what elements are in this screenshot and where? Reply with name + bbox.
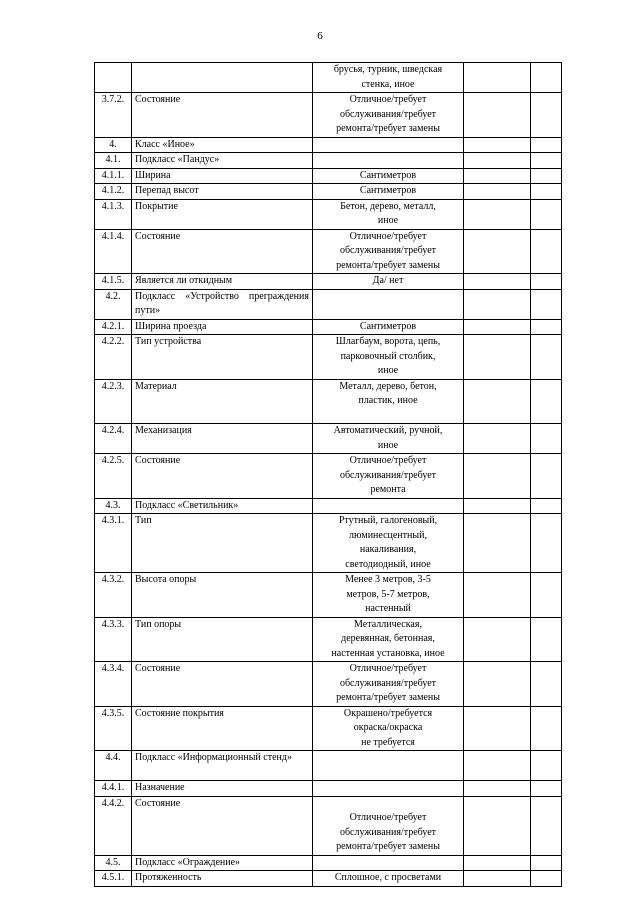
item-value: Отличное/требует обслуживания/требует ремонта/требует замены bbox=[313, 796, 464, 855]
empty-cell bbox=[531, 184, 562, 200]
empty-cell bbox=[464, 153, 531, 169]
table-row bbox=[95, 379, 562, 424]
item-number: 4.2. bbox=[95, 289, 132, 319]
item-label: Состояние bbox=[132, 229, 313, 274]
item-number: 4.3.1. bbox=[95, 514, 132, 573]
item-label: Состояние bbox=[132, 662, 313, 707]
item-label: Механизация bbox=[132, 424, 313, 454]
table-row bbox=[95, 662, 562, 707]
table-row bbox=[95, 871, 562, 887]
empty-cell bbox=[464, 229, 531, 274]
item-value bbox=[313, 137, 464, 153]
table-row bbox=[95, 168, 562, 184]
item-value: Да/ нет bbox=[313, 274, 464, 290]
empty-cell bbox=[531, 617, 562, 662]
empty-cell bbox=[464, 184, 531, 200]
item-number: 4.3.4. bbox=[95, 662, 132, 707]
empty-cell bbox=[464, 662, 531, 707]
empty-cell bbox=[464, 93, 531, 138]
item-label: Состояние bbox=[132, 93, 313, 138]
item-value: Отличное/требует обслуживания/требует ремонта bbox=[313, 454, 464, 499]
table-row bbox=[95, 93, 562, 138]
empty-cell bbox=[464, 617, 531, 662]
item-number: 3.7.2. bbox=[95, 93, 132, 138]
table-row bbox=[95, 319, 562, 335]
item-label: Покрытие bbox=[132, 199, 313, 229]
item-value: Отличное/требует обслуживания/требует ремонта/требует замены bbox=[313, 93, 464, 138]
empty-cell bbox=[464, 573, 531, 618]
table-row bbox=[95, 274, 562, 290]
item-value: Сантиметров bbox=[313, 168, 464, 184]
item-number: 4. bbox=[95, 137, 132, 153]
table-row bbox=[95, 514, 562, 573]
empty-cell bbox=[531, 379, 562, 424]
item-label: Тип bbox=[132, 514, 313, 573]
item-label: Подкласс «Ограждение» bbox=[132, 855, 313, 871]
page-number: 6 bbox=[317, 30, 323, 42]
document-table bbox=[94, 62, 562, 887]
empty-cell bbox=[531, 424, 562, 454]
item-label: Подкласс «Информационный стенд» bbox=[132, 751, 313, 781]
item-label: Состояние bbox=[132, 796, 313, 855]
item-label: Подкласс «Пандус» bbox=[132, 153, 313, 169]
empty-cell bbox=[531, 289, 562, 319]
item-number: 4.3.2. bbox=[95, 573, 132, 618]
empty-cell bbox=[464, 289, 531, 319]
empty-cell bbox=[464, 137, 531, 153]
item-number: 4.1. bbox=[95, 153, 132, 169]
empty-cell bbox=[531, 274, 562, 290]
item-value bbox=[313, 751, 464, 781]
empty-cell bbox=[531, 573, 562, 618]
item-value: Бетон, дерево, металл, иное bbox=[313, 199, 464, 229]
empty-cell bbox=[464, 751, 531, 781]
empty-cell bbox=[531, 454, 562, 499]
item-label: Перепад высот bbox=[132, 184, 313, 200]
empty-cell bbox=[464, 274, 531, 290]
empty-cell bbox=[464, 855, 531, 871]
empty-cell bbox=[464, 706, 531, 751]
item-number: 4.3.5. bbox=[95, 706, 132, 751]
table-row bbox=[95, 184, 562, 200]
empty-cell bbox=[531, 871, 562, 887]
item-label: Подкласс «Устройство преграждения пути» bbox=[132, 289, 313, 319]
empty-cell bbox=[531, 199, 562, 229]
table-row bbox=[95, 617, 562, 662]
item-number: 4.1.2. bbox=[95, 184, 132, 200]
empty-cell bbox=[464, 454, 531, 499]
empty-cell bbox=[464, 199, 531, 229]
table-row bbox=[95, 781, 562, 797]
table-row bbox=[95, 751, 562, 781]
item-number: 4.1.4. bbox=[95, 229, 132, 274]
empty-cell bbox=[531, 706, 562, 751]
item-label: Является ли откидным bbox=[132, 274, 313, 290]
empty-cell bbox=[531, 796, 562, 855]
empty-cell bbox=[531, 137, 562, 153]
table-row bbox=[95, 796, 562, 855]
empty-cell bbox=[464, 796, 531, 855]
empty-cell bbox=[531, 662, 562, 707]
empty-cell bbox=[531, 63, 562, 93]
item-value: Шлагбаум, ворота, цепь, парковочный столбик, иное bbox=[313, 335, 464, 380]
item-number: 4.2.5. bbox=[95, 454, 132, 499]
item-label: Тип опоры bbox=[132, 617, 313, 662]
item-label: Ширина bbox=[132, 168, 313, 184]
empty-cell bbox=[464, 781, 531, 797]
empty-cell bbox=[464, 498, 531, 514]
item-label: Ширина проезда bbox=[132, 319, 313, 335]
item-number: 4.1.5. bbox=[95, 274, 132, 290]
table-row bbox=[95, 229, 562, 274]
item-number: 4.2.3. bbox=[95, 379, 132, 424]
item-value: Менее 3 метров, 3-5 метров, 5-7 метров, настенный bbox=[313, 573, 464, 618]
item-number: 4.4. bbox=[95, 751, 132, 781]
empty-cell bbox=[531, 229, 562, 274]
empty-cell bbox=[464, 319, 531, 335]
empty-cell bbox=[531, 781, 562, 797]
table-row bbox=[95, 335, 562, 380]
table-row bbox=[95, 63, 562, 93]
item-number: 4.3. bbox=[95, 498, 132, 514]
item-number: 4.2.1. bbox=[95, 319, 132, 335]
item-number: 4.4.1. bbox=[95, 781, 132, 797]
item-number bbox=[95, 63, 132, 93]
item-label: Протяженность bbox=[132, 871, 313, 887]
item-value bbox=[313, 498, 464, 514]
item-number: 4.2.4. bbox=[95, 424, 132, 454]
item-number: 4.3.3. bbox=[95, 617, 132, 662]
item-value: Автоматический, ручной, иное bbox=[313, 424, 464, 454]
item-value: Металл, дерево, бетон, пластик, иное bbox=[313, 379, 464, 424]
empty-cell bbox=[531, 498, 562, 514]
item-value: Сантиметров bbox=[313, 184, 464, 200]
item-value: брусья, турник, шведская стенка, иное bbox=[313, 63, 464, 93]
item-number: 4.5. bbox=[95, 855, 132, 871]
table-row bbox=[95, 424, 562, 454]
item-number: 4.2.2. bbox=[95, 335, 132, 380]
table-row bbox=[95, 137, 562, 153]
item-label: Высота опоры bbox=[132, 573, 313, 618]
item-value bbox=[313, 855, 464, 871]
item-value: Сплошное, с просветами bbox=[313, 871, 464, 887]
empty-cell bbox=[464, 871, 531, 887]
item-label: Состояние bbox=[132, 454, 313, 499]
table-row bbox=[95, 855, 562, 871]
table-row bbox=[95, 573, 562, 618]
item-label bbox=[132, 63, 313, 93]
item-value bbox=[313, 289, 464, 319]
table-row bbox=[95, 289, 562, 319]
empty-cell bbox=[531, 751, 562, 781]
empty-cell bbox=[531, 168, 562, 184]
empty-cell bbox=[531, 93, 562, 138]
item-label: Тип устройства bbox=[132, 335, 313, 380]
item-label: Состояние покрытия bbox=[132, 706, 313, 751]
empty-cell bbox=[464, 168, 531, 184]
table-row bbox=[95, 706, 562, 751]
empty-cell bbox=[531, 855, 562, 871]
item-label: Назначение bbox=[132, 781, 313, 797]
item-value: Отличное/требует обслуживания/требует ремонта/требует замены bbox=[313, 662, 464, 707]
empty-cell bbox=[464, 63, 531, 93]
empty-cell bbox=[464, 424, 531, 454]
table-row bbox=[95, 199, 562, 229]
item-value: Отличное/требует обслуживания/требует ремонта/требует замены bbox=[313, 229, 464, 274]
item-number: 4.5.1. bbox=[95, 871, 132, 887]
item-value bbox=[313, 153, 464, 169]
item-number: 4.1.3. bbox=[95, 199, 132, 229]
item-value: Окрашено/требуется окраска/окраска не требуется bbox=[313, 706, 464, 751]
table-row bbox=[95, 454, 562, 499]
item-label: Подкласс «Светильник» bbox=[132, 498, 313, 514]
empty-cell bbox=[464, 379, 531, 424]
empty-cell bbox=[464, 335, 531, 380]
item-label: Класс «Иное» bbox=[132, 137, 313, 153]
table-row bbox=[95, 498, 562, 514]
empty-cell bbox=[531, 153, 562, 169]
empty-cell bbox=[531, 319, 562, 335]
item-number: 4.1.1. bbox=[95, 168, 132, 184]
item-value: Сантиметров bbox=[313, 319, 464, 335]
item-value: Ртутный, галогеновый, люминесцентный, накаливания, светодиодный, иное bbox=[313, 514, 464, 573]
item-number: 4.4.2. bbox=[95, 796, 132, 855]
item-value bbox=[313, 781, 464, 797]
empty-cell bbox=[531, 335, 562, 380]
item-label: Материал bbox=[132, 379, 313, 424]
table-row bbox=[95, 153, 562, 169]
empty-cell bbox=[531, 514, 562, 573]
item-value: Металлическая, деревянная, бетонная, настенная установка, иное bbox=[313, 617, 464, 662]
empty-cell bbox=[464, 514, 531, 573]
